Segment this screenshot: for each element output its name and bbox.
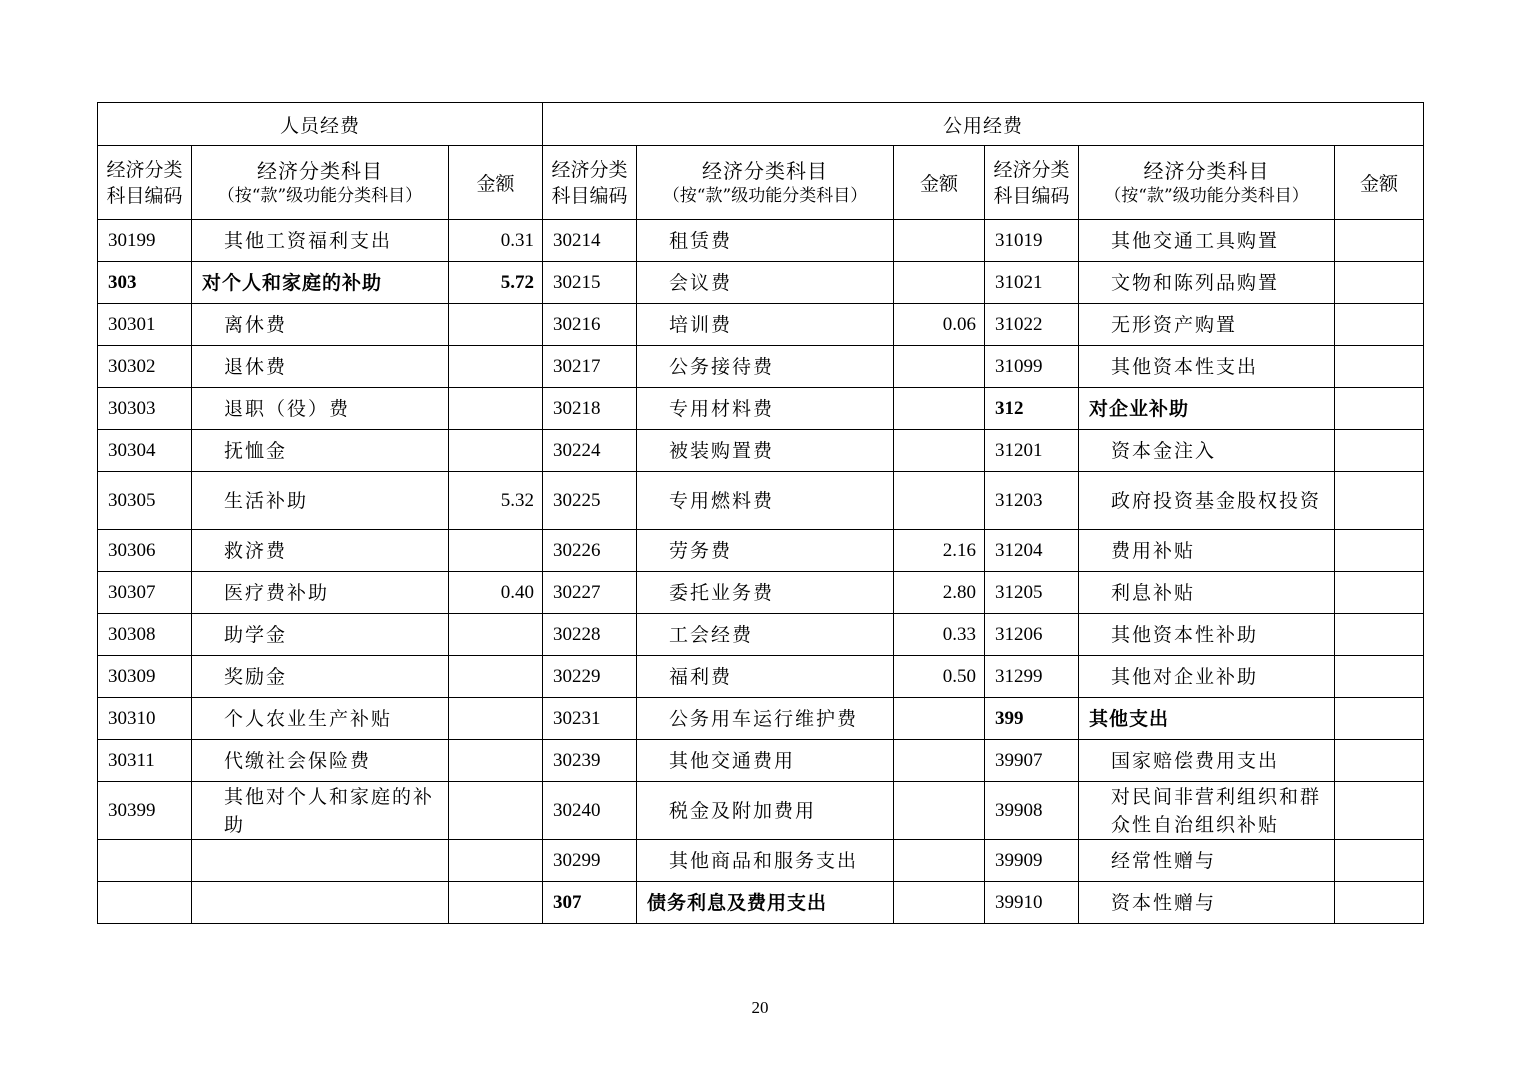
header-name <box>637 146 894 220</box>
cell-amount <box>449 782 543 840</box>
cell-code: 30227 <box>543 572 637 614</box>
cell-code: 30311 <box>98 740 192 782</box>
cell-code: 30308 <box>98 614 192 656</box>
header-amount: 金额 <box>449 146 543 220</box>
cell-code: 303 <box>98 262 192 304</box>
table-row <box>98 882 1424 924</box>
cell-name: 生活补助 <box>192 472 449 530</box>
cell-code: 30231 <box>543 698 637 740</box>
table-row <box>98 472 1424 530</box>
cell-name: 其他资本性补助 <box>1079 614 1335 656</box>
header-name-line1: 经济分类科目 <box>702 158 829 183</box>
cell-amount <box>894 220 985 262</box>
cell-amount: 2.16 <box>894 530 985 572</box>
cell-amount <box>894 882 985 924</box>
header-name-line2: （按“款”级功能分类科目） <box>1104 185 1309 206</box>
cell-name: 劳务费 <box>637 530 894 572</box>
cell-code: 30239 <box>543 740 637 782</box>
cell-amount <box>894 388 985 430</box>
header-name <box>192 146 449 220</box>
cell-name: 工会经费 <box>637 614 894 656</box>
cell-amount <box>1335 530 1424 572</box>
cell-code: 31099 <box>985 346 1079 388</box>
cell-name: 福利费 <box>637 656 894 698</box>
header-name-line2: （按“款”级功能分类科目） <box>217 185 423 206</box>
cell-code: 30307 <box>98 572 192 614</box>
cell-amount <box>449 304 543 346</box>
cell-amount <box>1335 346 1424 388</box>
cell-name: 退职（役）费 <box>192 388 449 430</box>
cell-amount <box>449 656 543 698</box>
table-row <box>98 530 1424 572</box>
cell-name: 国家赔偿费用支出 <box>1079 740 1335 782</box>
cell-code: 399 <box>985 698 1079 740</box>
cell-name: 离休费 <box>192 304 449 346</box>
cell-code: 31201 <box>985 430 1079 472</box>
cell-name: 其他支出 <box>1079 698 1335 740</box>
cell-code <box>98 840 192 882</box>
cell-code: 312 <box>985 388 1079 430</box>
cell-amount <box>1335 698 1424 740</box>
cell-code: 31204 <box>985 530 1079 572</box>
cell-amount: 0.31 <box>449 220 543 262</box>
table-row <box>98 656 1424 698</box>
cell-code: 30301 <box>98 304 192 346</box>
cell-code: 31203 <box>985 472 1079 530</box>
table-row <box>98 430 1424 472</box>
header-code: 经济分类科目编码 <box>543 146 637 220</box>
header-amount: 金额 <box>1335 146 1424 220</box>
cell-name: 会议费 <box>637 262 894 304</box>
cell-name: 对民间非营利组织和群众性自治组织补贴 <box>1079 782 1335 840</box>
cell-amount <box>1335 430 1424 472</box>
cell-name: 租赁费 <box>637 220 894 262</box>
cell-name: 利息补贴 <box>1079 572 1335 614</box>
table-row <box>98 220 1424 262</box>
table-row <box>98 740 1424 782</box>
cell-code: 31205 <box>985 572 1079 614</box>
cell-code: 30226 <box>543 530 637 572</box>
cell-name: 退休费 <box>192 346 449 388</box>
cell-amount <box>1335 882 1424 924</box>
cell-name: 专用燃料费 <box>637 472 894 530</box>
cell-amount <box>449 530 543 572</box>
cell-name: 奖励金 <box>192 656 449 698</box>
cell-code: 31021 <box>985 262 1079 304</box>
cell-amount <box>894 782 985 840</box>
cell-code: 30399 <box>98 782 192 840</box>
cell-name: 其他交通工具购置 <box>1079 220 1335 262</box>
cell-amount <box>1335 840 1424 882</box>
table-row <box>98 782 1424 840</box>
cell-amount <box>1335 740 1424 782</box>
cell-code: 30218 <box>543 388 637 430</box>
cell-code: 30240 <box>543 782 637 840</box>
cell-amount <box>1335 262 1424 304</box>
cell-code: 39909 <box>985 840 1079 882</box>
header-code: 经济分类科目编码 <box>985 146 1079 220</box>
header-name-line2: （按“款”级功能分类科目） <box>662 185 868 206</box>
cell-amount: 5.72 <box>449 262 543 304</box>
cell-name: 其他商品和服务支出 <box>637 840 894 882</box>
cell-name: 培训费 <box>637 304 894 346</box>
cell-name: 救济费 <box>192 530 449 572</box>
cell-name: 被装购置费 <box>637 430 894 472</box>
cell-name: 费用补贴 <box>1079 530 1335 572</box>
table-row <box>98 614 1424 656</box>
cell-amount <box>894 346 985 388</box>
cell-code: 30229 <box>543 656 637 698</box>
table-row <box>98 262 1424 304</box>
group-header-public: 公用经费 <box>543 103 1424 146</box>
cell-name: 债务利息及费用支出 <box>637 882 894 924</box>
cell-code: 31019 <box>985 220 1079 262</box>
page-number: 20 <box>751 998 769 1017</box>
cell-amount <box>1335 614 1424 656</box>
cell-amount: 0.06 <box>894 304 985 346</box>
cell-amount <box>894 698 985 740</box>
cell-amount <box>449 346 543 388</box>
cell-code: 30224 <box>543 430 637 472</box>
cell-code: 31299 <box>985 656 1079 698</box>
cell-name: 对企业补助 <box>1079 388 1335 430</box>
cell-amount <box>894 840 985 882</box>
cell-name: 政府投资基金股权投资 <box>1079 472 1335 530</box>
table-row <box>98 346 1424 388</box>
cell-amount <box>1335 656 1424 698</box>
cell-amount <box>1335 782 1424 840</box>
cell-name: 医疗费补助 <box>192 572 449 614</box>
cell-amount <box>449 840 543 882</box>
table-row <box>98 840 1424 882</box>
header-amount: 金额 <box>894 146 985 220</box>
cell-amount <box>449 388 543 430</box>
cell-amount: 0.50 <box>894 656 985 698</box>
cell-amount: 2.80 <box>894 572 985 614</box>
cell-code: 30228 <box>543 614 637 656</box>
cell-name: 其他交通费用 <box>637 740 894 782</box>
cell-code: 39907 <box>985 740 1079 782</box>
cell-name: 代缴社会保险费 <box>192 740 449 782</box>
cell-name <box>192 840 449 882</box>
cell-amount: 0.33 <box>894 614 985 656</box>
cell-name: 公务用车运行维护费 <box>637 698 894 740</box>
cell-amount <box>894 262 985 304</box>
header-code: 经济分类科目编码 <box>98 146 192 220</box>
cell-amount <box>449 882 543 924</box>
cell-code: 31022 <box>985 304 1079 346</box>
cell-amount <box>1335 220 1424 262</box>
cell-code <box>98 882 192 924</box>
header-name <box>1079 146 1335 220</box>
cell-name <box>192 882 449 924</box>
cell-name: 经常性赠与 <box>1079 840 1335 882</box>
cell-amount <box>894 740 985 782</box>
cell-name: 税金及附加费用 <box>637 782 894 840</box>
cell-amount <box>894 472 985 530</box>
cell-amount <box>449 430 543 472</box>
cell-code: 30305 <box>98 472 192 530</box>
cell-code: 31206 <box>985 614 1079 656</box>
header-name-line1: 经济分类科目 <box>1143 158 1270 183</box>
cell-amount <box>1335 304 1424 346</box>
cell-name: 文物和陈列品购置 <box>1079 262 1335 304</box>
cell-code: 39908 <box>985 782 1079 840</box>
cell-name: 其他对企业补助 <box>1079 656 1335 698</box>
cell-name: 个人农业生产补贴 <box>192 698 449 740</box>
cell-name: 其他工资福利支出 <box>192 220 449 262</box>
cell-code: 30303 <box>98 388 192 430</box>
cell-amount: 5.32 <box>449 472 543 530</box>
cell-code: 30309 <box>98 656 192 698</box>
cell-code: 30215 <box>543 262 637 304</box>
cell-name: 对个人和家庭的补助 <box>192 262 449 304</box>
cell-name: 专用材料费 <box>637 388 894 430</box>
cell-code: 30304 <box>98 430 192 472</box>
cell-name: 委托业务费 <box>637 572 894 614</box>
cell-name: 公务接待费 <box>637 346 894 388</box>
cell-name: 资本金注入 <box>1079 430 1335 472</box>
cell-code: 30302 <box>98 346 192 388</box>
cell-name: 抚恤金 <box>192 430 449 472</box>
table-row <box>98 698 1424 740</box>
cell-code: 30299 <box>543 840 637 882</box>
cell-code: 30199 <box>98 220 192 262</box>
cell-code: 30310 <box>98 698 192 740</box>
table-row <box>98 572 1424 614</box>
cell-code: 30225 <box>543 472 637 530</box>
cell-amount <box>894 430 985 472</box>
cell-amount <box>1335 572 1424 614</box>
table-row <box>98 304 1424 346</box>
cell-name: 资本性赠与 <box>1079 882 1335 924</box>
cell-amount <box>1335 472 1424 530</box>
cell-name: 其他资本性支出 <box>1079 346 1335 388</box>
expense-table <box>97 102 1424 924</box>
cell-name: 无形资产购置 <box>1079 304 1335 346</box>
header-name-line1: 经济分类科目 <box>257 158 383 183</box>
cell-code: 39910 <box>985 882 1079 924</box>
cell-code: 30214 <box>543 220 637 262</box>
cell-amount: 0.40 <box>449 572 543 614</box>
cell-amount <box>449 698 543 740</box>
cell-code: 30217 <box>543 346 637 388</box>
cell-code: 307 <box>543 882 637 924</box>
cell-amount <box>449 614 543 656</box>
cell-amount <box>1335 388 1424 430</box>
group-header-personnel: 人员经费 <box>98 103 543 146</box>
table-row <box>98 388 1424 430</box>
cell-name: 助学金 <box>192 614 449 656</box>
cell-code: 30306 <box>98 530 192 572</box>
cell-name: 其他对个人和家庭的补助 <box>192 782 449 840</box>
cell-amount <box>449 740 543 782</box>
cell-code: 30216 <box>543 304 637 346</box>
